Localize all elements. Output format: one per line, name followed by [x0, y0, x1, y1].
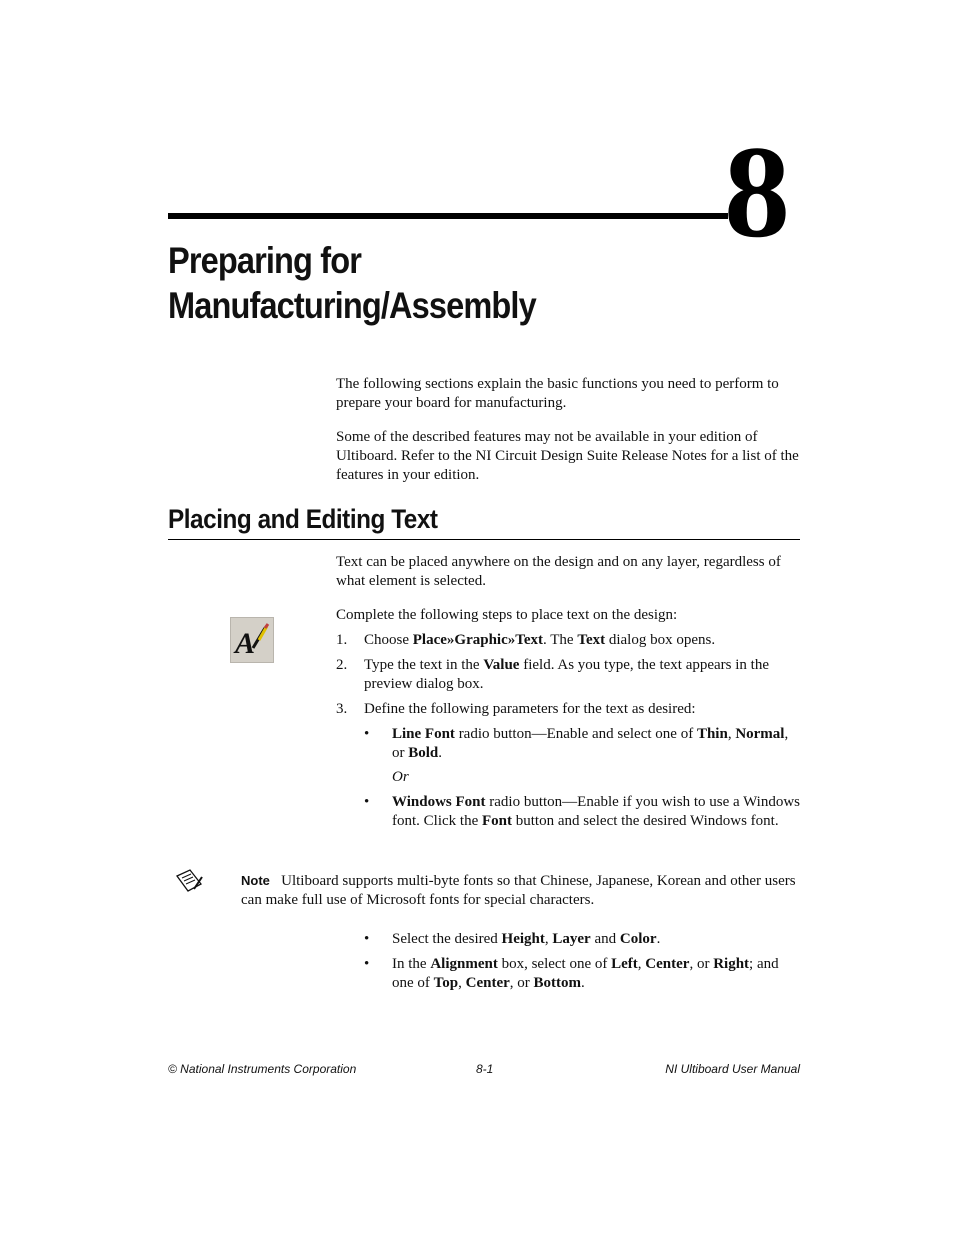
option-bold: Bold — [408, 745, 439, 761]
bullet-marker: • — [364, 726, 370, 742]
step-2-text-end: field. As you type, the text appears in the preview dialog box. — [364, 657, 769, 692]
option-left: Left — [611, 956, 638, 972]
or-text: Or — [392, 769, 409, 785]
step-1-text: Choose — [364, 632, 413, 648]
menu-path: Place»Graphic»Text — [412, 632, 544, 648]
bullet-text: button and select the desired Windows font. — [512, 813, 779, 829]
footer-manual-title: NI Ultiboard User Manual — [665, 1062, 800, 1076]
chapter-rule — [168, 213, 728, 219]
option-center-vertical: Center — [465, 975, 510, 991]
bullet-text: and — [590, 931, 620, 947]
bullet-marker: • — [364, 956, 370, 972]
place-text-icon — [230, 617, 274, 663]
option-windows-font: Windows Font — [392, 794, 486, 810]
dialog-name: Text — [577, 632, 606, 648]
section-rule — [168, 539, 800, 540]
bullet-text: , — [544, 931, 553, 947]
step-3-number: 3. — [336, 701, 348, 717]
option-layer: Layer — [552, 931, 591, 947]
chapter-number: 8 — [724, 118, 790, 265]
option-center: Center — [645, 956, 690, 972]
option-bottom: Bottom — [533, 975, 582, 991]
bullet-text: , or — [392, 726, 789, 761]
step-2-text: Type the text in the — [364, 657, 484, 673]
chapter-title — [168, 238, 714, 328]
chapter-title-line2: Manufacturing/Assembly — [168, 285, 536, 326]
bullet-text: radio button—Enable if you wish to use a Windows font. Click the — [392, 794, 801, 829]
bullet-text: . — [656, 931, 661, 947]
option-line-font: Line Font — [392, 726, 455, 742]
bullet-text: . — [438, 745, 443, 761]
step-1-number: 1. — [336, 632, 348, 648]
note-text: Ultiboard supports multi-byte fonts so that Chinese, Japanese, Korean and other users can make full use of Microsoft fonts for special characters. — [241, 873, 796, 908]
intro-paragraph-1: The following sections explain the basic functions you need to perform to prepare your board for manufacturing. — [336, 376, 779, 411]
bullet-marker: • — [364, 931, 370, 947]
bullet-text: radio button—Enable and select one of — [454, 726, 697, 742]
field-name: Value — [483, 657, 520, 673]
step-1-text-end: dialog box opens. — [605, 632, 716, 648]
step-3-text: Define the following parameters for the text as desired: — [364, 701, 696, 717]
bullet-text: , or — [509, 975, 534, 991]
note-label: Note — [241, 873, 270, 888]
footer-copyright: © National Instruments Corporation — [168, 1062, 357, 1076]
section-paragraph-2: Complete the following steps to place text on the design: — [336, 607, 678, 623]
option-alignment: Alignment — [430, 956, 498, 972]
bullet-text: Select the desired — [392, 931, 502, 947]
bullet-text: ; and one of — [392, 956, 779, 991]
step-1-text-mid: . The — [543, 632, 578, 648]
bullet-text: , — [458, 975, 466, 991]
section-heading: Placing and Editing Text — [168, 504, 438, 534]
option-normal: Normal — [735, 726, 785, 742]
footer-page-number: 8-1 — [476, 1062, 494, 1076]
font-button-name: Font — [482, 813, 512, 829]
chapter-title-line1: Preparing for — [168, 240, 362, 281]
bullet-text: , — [637, 956, 646, 972]
bullet-text: box, select one of — [497, 956, 612, 972]
option-right: Right — [713, 956, 750, 972]
bullet-text: . — [581, 975, 585, 991]
bullet-text: In the — [392, 956, 431, 972]
svg-text:A: A — [235, 627, 256, 660]
option-top: Top — [433, 975, 459, 991]
note-icon — [174, 867, 204, 895]
option-thin: Thin — [696, 726, 728, 742]
bullet-text: , — [727, 726, 736, 742]
note — [241, 871, 801, 910]
bullet-text: , or — [689, 956, 714, 972]
bullet-marker: • — [364, 794, 370, 810]
step-2-number: 2. — [336, 657, 348, 673]
option-height: Height — [501, 931, 545, 947]
intro-paragraph-2: Some of the described features may not be available in your edition of Ultiboard. Refer to the NI Circuit Design Suite Release Notes for a list of the features in your edition. — [336, 429, 799, 483]
section-paragraph-1: Text can be placed anywhere on the design and on any layer, regardless of what element is selected. — [336, 554, 781, 589]
option-color: Color — [619, 931, 657, 947]
